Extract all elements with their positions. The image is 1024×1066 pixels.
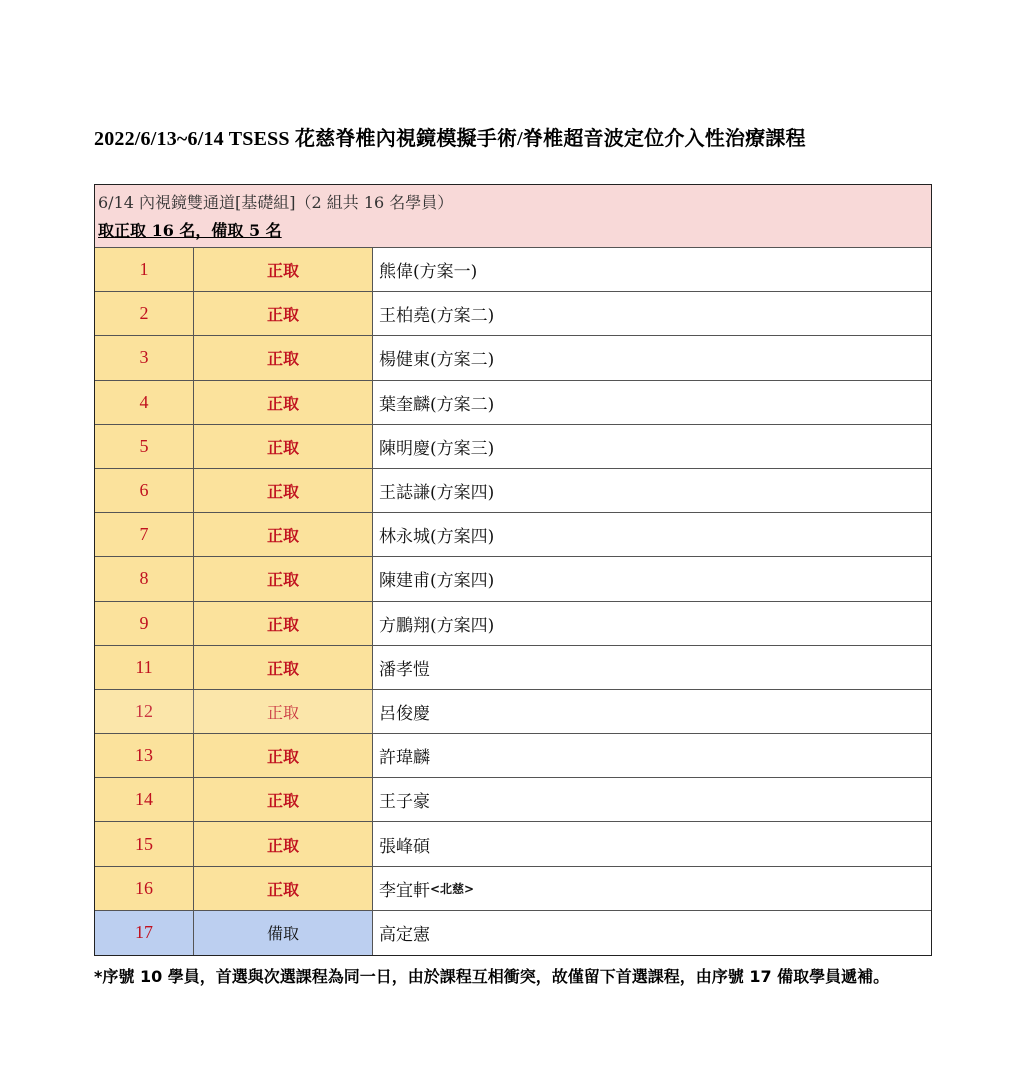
table-row (95, 292, 931, 336)
row-status: 正取 (194, 867, 373, 910)
row-number: 7 (95, 513, 194, 556)
student-name: 王誌謙(方案四) (379, 483, 495, 504)
table-row (95, 469, 931, 513)
row-number: 17 (95, 911, 194, 955)
row-name-cell (373, 602, 931, 645)
row-name-cell (373, 734, 931, 777)
row-number: 9 (95, 602, 194, 645)
table-row (95, 822, 931, 866)
table-row (95, 867, 931, 911)
roster-table (94, 184, 932, 956)
course-group-label: 6/14 內視鏡雙通道[基礎組]（2 組共 16 名學員） (98, 193, 454, 212)
row-status: 正取 (194, 469, 373, 512)
row-status: 正取 (194, 425, 373, 468)
row-name-cell (373, 867, 931, 910)
row-number: 1 (95, 248, 194, 291)
student-name: 王柏堯(方案二) (379, 306, 495, 327)
student-name: 楊健東(方案二) (379, 350, 495, 371)
row-status: 正取 (194, 778, 373, 821)
row-number: 16 (95, 867, 194, 910)
student-name: 李宜軒 (379, 880, 430, 901)
table-body (95, 248, 931, 955)
quota-label: 取正取 16 名，備取 5 名 (98, 221, 282, 240)
row-number: 4 (95, 381, 194, 424)
row-number: 11 (95, 646, 194, 689)
table-row (95, 646, 931, 690)
student-name: 陳建甫(方案四) (379, 571, 495, 592)
student-name: 潘孝愷 (379, 659, 430, 680)
row-name-cell (373, 292, 931, 335)
footnote: *序號 10 學員，首選與次選課程為同一日，由於課程互相衝突，故僅留下首選課程，由序號 17 備取學員遞補。 (94, 967, 890, 986)
row-name-cell (373, 248, 931, 291)
row-number: 14 (95, 778, 194, 821)
row-status: 正取 (194, 513, 373, 556)
student-name: 張峰碩 (379, 836, 430, 857)
student-affiliation: <北慈> (430, 881, 475, 896)
row-number: 5 (95, 425, 194, 468)
table-row (95, 425, 931, 469)
row-status: 正取 (194, 690, 373, 733)
row-status: 正取 (194, 248, 373, 291)
document-title: 2022/6/13~6/14 TSESS 花慈脊椎內視鏡模擬手術/脊椎超音波定位介入性治療課程 (94, 128, 806, 150)
table-row (95, 513, 931, 557)
row-name-cell (373, 690, 931, 733)
row-number: 13 (95, 734, 194, 777)
table-row (95, 557, 931, 601)
row-status: 正取 (194, 822, 373, 865)
row-name-cell (373, 911, 931, 955)
row-number: 6 (95, 469, 194, 512)
student-name: 葉奎麟(方案二) (379, 394, 495, 415)
row-status: 正取 (194, 646, 373, 689)
row-number: 12 (95, 690, 194, 733)
row-name-cell (373, 336, 931, 379)
row-status: 正取 (194, 557, 373, 600)
row-status: 正取 (194, 734, 373, 777)
student-name: 陳明慶(方案三) (379, 438, 495, 459)
row-name-cell (373, 513, 931, 556)
table-row (95, 690, 931, 734)
row-number: 8 (95, 557, 194, 600)
table-row (95, 734, 931, 778)
row-name-cell (373, 822, 931, 865)
row-name-cell (373, 778, 931, 821)
student-name: 呂俊慶 (379, 703, 430, 724)
row-name-cell (373, 425, 931, 468)
table-row (95, 911, 931, 955)
row-status: 正取 (194, 381, 373, 424)
student-name: 王子豪 (379, 792, 430, 813)
row-status: 正取 (194, 336, 373, 379)
table-header (95, 185, 931, 248)
student-name: 熊偉(方案一) (379, 262, 478, 283)
row-number: 2 (95, 292, 194, 335)
row-status: 備取 (194, 911, 373, 955)
row-number: 3 (95, 336, 194, 379)
row-name-cell (373, 381, 931, 424)
student-name: 許瑋麟 (379, 748, 430, 769)
student-name: 高定憲 (379, 925, 430, 946)
table-row (95, 602, 931, 646)
row-name-cell (373, 557, 931, 600)
student-name: 林永城(方案四) (379, 527, 495, 548)
table-row (95, 381, 931, 425)
row-status: 正取 (194, 602, 373, 645)
table-row (95, 248, 931, 292)
row-name-cell (373, 469, 931, 512)
row-name-cell (373, 646, 931, 689)
table-row (95, 778, 931, 822)
student-name: 方鵬翔(方案四) (379, 615, 495, 636)
row-number: 15 (95, 822, 194, 865)
table-row (95, 336, 931, 380)
row-status: 正取 (194, 292, 373, 335)
